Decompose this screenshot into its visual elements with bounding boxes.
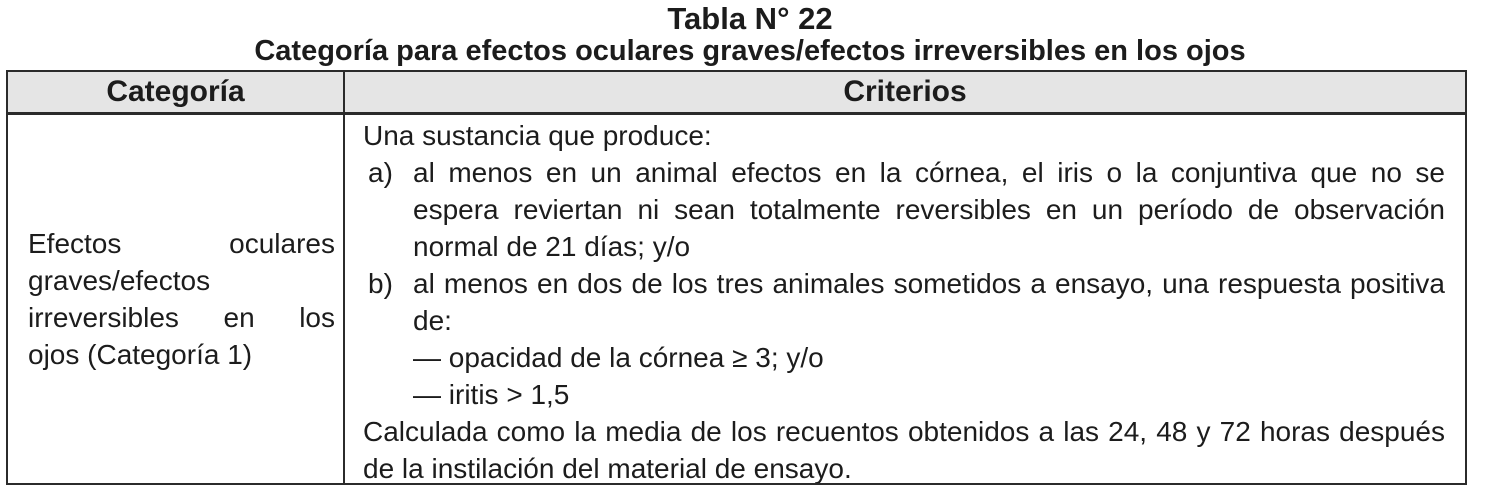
category-line: ojos (Categoría 1) bbox=[28, 339, 253, 370]
page-subtitle: Categoría para efectos oculares graves/efectos irreversibles en los ojos bbox=[254, 35, 1246, 67]
header-cell-categoria: Categoría bbox=[8, 72, 345, 112]
criteria-subitem-opacidad: — opacidad de la córnea ≥ 3; y/o bbox=[413, 342, 824, 373]
table-header-row bbox=[8, 72, 1465, 115]
item-text-a: al menos en un animal efectos en la córnea, el iris o la conjuntiva que no se espera reviertan ni sean totalmente reversibles en un período de observación normal de 21 días; y/o bbox=[413, 157, 1445, 262]
header-cell-criterios: Criterios bbox=[843, 75, 967, 108]
criteria-item-a bbox=[363, 154, 1445, 265]
criteria-item-b bbox=[363, 265, 1445, 339]
item-marker-b: b) bbox=[368, 268, 393, 299]
category-cell bbox=[8, 115, 345, 483]
category-line: graves/efectos bbox=[28, 265, 211, 296]
item-marker-a: a) bbox=[368, 157, 393, 188]
criteria-footer: Calculada como la media de los recuentos obtenidos a las 24, 48 y 72 horas después de la instilación del material de ensayo. bbox=[363, 416, 1445, 483]
criteria-subitem-iritis: — iritis > 1,5 bbox=[413, 379, 570, 410]
page-title: Tabla N° 22 bbox=[667, 1, 833, 36]
criteria-table bbox=[6, 70, 1467, 485]
item-text-b: al menos en dos de los tres animales sometidos a ensayo, una respuesta positiva de: bbox=[413, 268, 1445, 336]
category-line: irreversibles en los bbox=[28, 302, 335, 333]
criteria-cell bbox=[345, 115, 1465, 483]
criteria-intro: Una sustancia que produce: bbox=[363, 120, 712, 151]
table-row bbox=[8, 115, 1465, 483]
category-line: Efectos oculares bbox=[28, 228, 335, 259]
